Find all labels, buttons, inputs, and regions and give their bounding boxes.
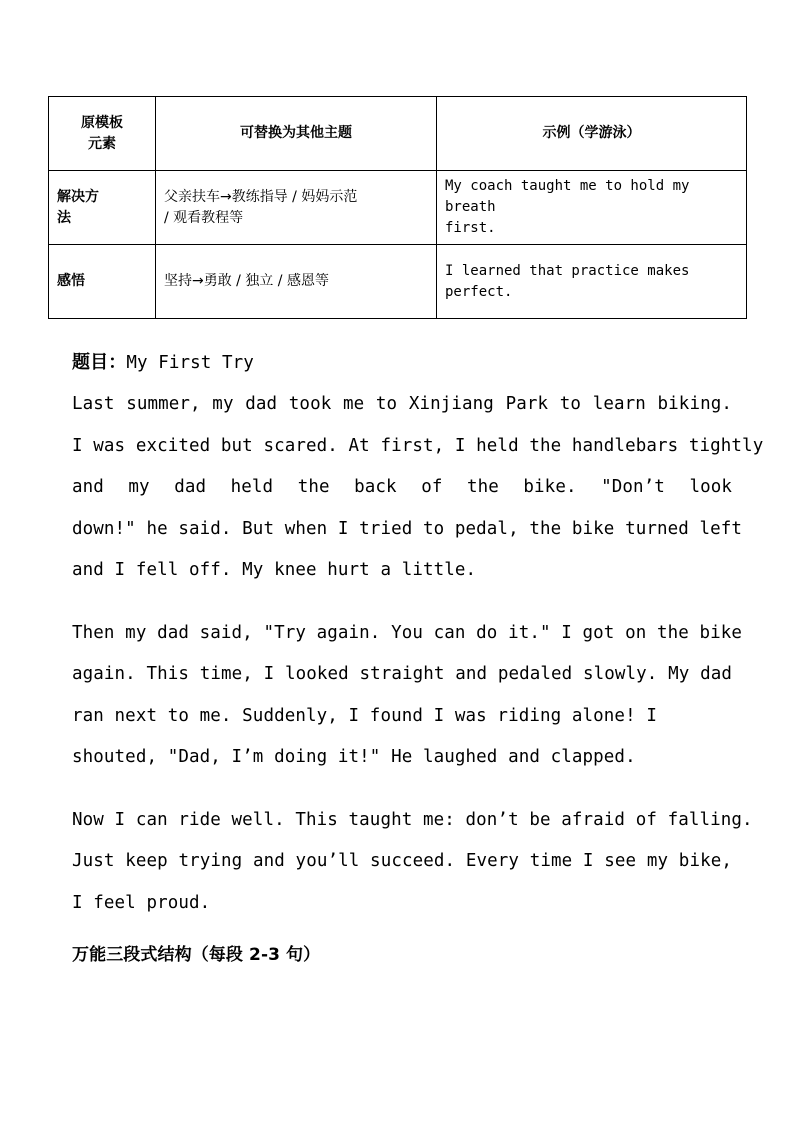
row-replacement-cell	[156, 171, 437, 245]
essay-line: Then my dad said, "Try again. You can do it." I got on the bike	[72, 622, 743, 643]
essay-paragraph-3	[72, 800, 753, 925]
row-example-line: first.	[445, 220, 496, 236]
table-header-row	[49, 97, 747, 171]
essay-line: and my dad held the back of the bike. "Don’t look	[72, 477, 732, 497]
table-row	[49, 171, 747, 245]
row-replacement-cell	[156, 245, 437, 319]
header-cell-example: 示例（学游泳）	[437, 97, 747, 171]
row-replacement-line: 父亲扶车→教练指导 / 妈妈示范	[164, 188, 358, 205]
row-example-cell	[437, 171, 747, 245]
essay-line: shouted, "Dad, I’m doing it!" He laughed and clapped.	[72, 747, 636, 767]
essay-title: My First Try	[126, 353, 254, 373]
row-replacement-line: 坚持→勇敢 / 独立 / 感恩等	[164, 273, 329, 289]
essay-title-line	[72, 342, 732, 384]
essay-line: again. This time, I looked straight and pedaled slowly. My dad	[72, 664, 732, 684]
essay-line: Now I can ride well. This taught me: don’t be afraid of falling.	[72, 809, 753, 830]
essay-line: I was excited but scared. At first, I held the handlebars tightly	[72, 435, 764, 456]
row-replacement-line: / 观看教程等	[164, 209, 244, 226]
header-element-line-2: 元素	[88, 135, 116, 152]
row-element-line: 感悟	[57, 273, 85, 289]
header-element-line-1: 原模板	[81, 114, 123, 131]
header-cell-replacement: 可替换为其他主题	[156, 97, 437, 171]
header-cell-element	[49, 97, 156, 171]
table-row	[49, 245, 747, 319]
row-element-line: 解决方	[57, 188, 99, 205]
essay	[72, 342, 764, 970]
essay-line: down!" he said. But when I tried to pedal, the bike turned left	[72, 518, 743, 539]
structure-heading: 万能三段式结构（每段 2-3 句）	[72, 945, 321, 965]
essay-line: ran next to me. Suddenly, I found I was riding alone! I	[72, 705, 657, 726]
essay-paragraph-2	[72, 613, 743, 779]
essay-paragraph-1	[72, 384, 764, 592]
essay-line: I feel proud.	[72, 892, 211, 913]
essay-line: Just keep trying and you’ll succeed. Every time I see my bike,	[72, 851, 732, 871]
row-element-cell	[49, 171, 156, 245]
row-element-line: 法	[57, 209, 71, 226]
essay-title-label: 题目：	[72, 352, 127, 373]
row-example-line: perfect.	[445, 283, 513, 300]
essay-line: Last summer, my dad took me to Xinjiang Park to learn biking.	[72, 394, 732, 414]
row-example-line: My coach taught me to hold my breath	[445, 178, 690, 215]
row-example-line: I learned that practice makes	[445, 262, 690, 279]
row-element-cell	[49, 245, 156, 319]
row-example-cell	[437, 245, 747, 319]
essay-line: and I fell off. My knee hurt a little.	[72, 560, 477, 580]
template-table	[48, 96, 747, 319]
